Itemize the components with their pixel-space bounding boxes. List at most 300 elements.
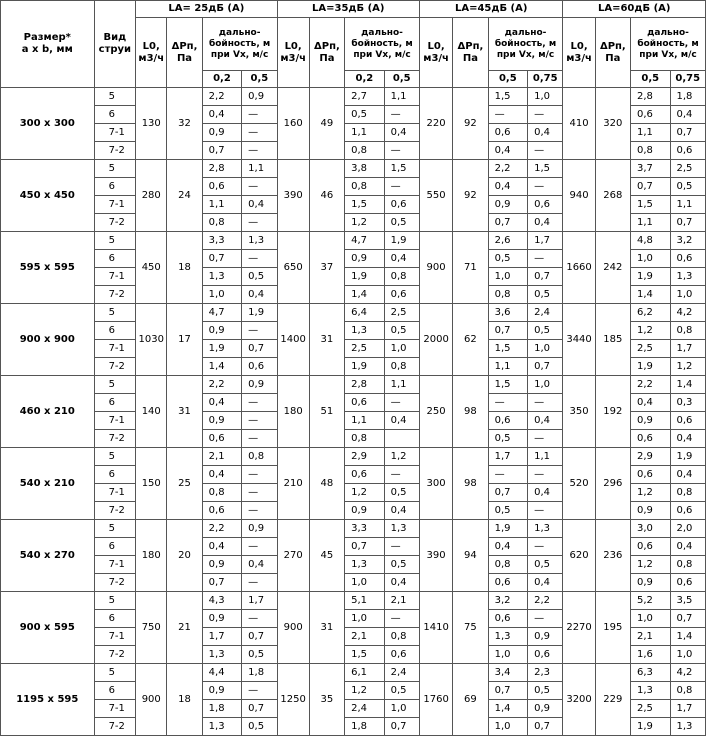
throw-range-cell: 1,0 bbox=[202, 286, 242, 304]
header-text-line: при Vx, м/с bbox=[210, 49, 269, 60]
airflow-cell: 2000 bbox=[419, 304, 452, 376]
throw-range-cell: 1,3 bbox=[631, 682, 671, 700]
throw-range-cell: 0,5 bbox=[384, 484, 419, 502]
throw-range-cell: — bbox=[242, 502, 277, 520]
throw-range-cell: 2,4 bbox=[345, 700, 385, 718]
throw-range-cell: 2,2 bbox=[202, 376, 242, 394]
airflow-cell: 1660 bbox=[563, 232, 595, 304]
throw-range-cell: 1,2 bbox=[345, 484, 385, 502]
throw-range-cell: 0,4 bbox=[202, 106, 242, 124]
throw-range-cell: 0,8 bbox=[384, 628, 419, 646]
throw-range-cell: 2,1 bbox=[345, 628, 385, 646]
velocity-header: 0,5 bbox=[384, 71, 419, 88]
throw-range-cell: — bbox=[242, 466, 277, 484]
pressure-drop-header bbox=[167, 18, 202, 88]
throw-range-cell: 6,3 bbox=[631, 664, 671, 682]
throw-range-cell: 6,4 bbox=[345, 304, 385, 322]
throw-range-cell: 0,9 bbox=[631, 412, 671, 430]
noise-level-header: LA=35дБ (A) bbox=[277, 1, 419, 18]
throw-range-cell: 1,1 bbox=[670, 196, 705, 214]
throw-range-cell: 0,5 bbox=[528, 556, 563, 574]
table-row bbox=[1, 592, 706, 610]
throw-range-cell: 1,6 bbox=[631, 646, 671, 664]
throw-range-cell: 0,6 bbox=[488, 124, 528, 142]
airflow-cell: 180 bbox=[277, 376, 309, 448]
header-text-line: Па bbox=[319, 52, 335, 64]
header-text-line: м3/ч bbox=[138, 52, 165, 64]
throw-range-cell: 0,9 bbox=[202, 322, 242, 340]
throw-range-cell: 3,8 bbox=[345, 160, 385, 178]
throw-range-cell: 0,5 bbox=[528, 286, 563, 304]
jet-type-cell: 7-1 bbox=[94, 412, 136, 430]
throw-range-cell: 0,6 bbox=[670, 574, 705, 592]
throw-range-cell: 1,3 bbox=[202, 268, 242, 286]
pressure-drop-cell: 51 bbox=[309, 376, 344, 448]
throw-range-cell: 1,4 bbox=[631, 286, 671, 304]
throw-range-cell: 0,4 bbox=[528, 484, 563, 502]
throw-range-cell: 0,5 bbox=[488, 430, 528, 448]
throw-range-cell: — bbox=[242, 538, 277, 556]
pressure-drop-cell: 69 bbox=[453, 664, 488, 736]
throw-range-cell: 0,6 bbox=[202, 502, 242, 520]
throw-range-cell: 0,4 bbox=[202, 466, 242, 484]
throw-range-cell: — bbox=[384, 178, 419, 196]
throw-range-cell: 1,9 bbox=[345, 268, 385, 286]
throw-range-cell: 1,3 bbox=[384, 520, 419, 538]
pressure-drop-cell: 236 bbox=[595, 520, 630, 592]
throw-range-cell: 3,0 bbox=[631, 520, 671, 538]
throw-range-cell: 0,7 bbox=[202, 142, 242, 160]
airflow-cell: 900 bbox=[277, 592, 309, 664]
header-text-line: ΔPп, bbox=[171, 40, 198, 52]
throw-range-cell: 0,7 bbox=[384, 718, 419, 736]
throw-range-cell: 1,0 bbox=[384, 700, 419, 718]
throw-range-cell: 0,5 bbox=[384, 556, 419, 574]
throw-range-cell: 0,5 bbox=[528, 682, 563, 700]
throw-range-cell: 1,9 bbox=[670, 448, 705, 466]
airflow-cell: 450 bbox=[136, 232, 167, 304]
throw-range-cell: 0,5 bbox=[670, 178, 705, 196]
throw-range-cell: 5,1 bbox=[345, 592, 385, 610]
throw-range-cell: 1,7 bbox=[242, 592, 277, 610]
velocity-header: 0,75 bbox=[528, 71, 563, 88]
throw-range-cell: 0,4 bbox=[384, 250, 419, 268]
throw-range-cell: 0,5 bbox=[488, 250, 528, 268]
table-row bbox=[1, 160, 706, 178]
throw-range-cell: 2,5 bbox=[631, 340, 671, 358]
throw-range-cell: — bbox=[242, 250, 277, 268]
throw-range-cell: — bbox=[242, 430, 277, 448]
throw-range-cell: — bbox=[528, 106, 563, 124]
throw-range-cell: 6,2 bbox=[631, 304, 671, 322]
velocity-header: 0,5 bbox=[631, 71, 671, 88]
throw-range-cell: 1,0 bbox=[670, 286, 705, 304]
throw-range-cell: 1,3 bbox=[528, 520, 563, 538]
throw-range-cell: 0,8 bbox=[242, 448, 277, 466]
size-cell: 460 x 210 bbox=[1, 376, 95, 448]
throw-range-cell: 0,4 bbox=[670, 466, 705, 484]
throw-range-cell: 1,9 bbox=[242, 304, 277, 322]
airflow-cell: 280 bbox=[136, 160, 167, 232]
throw-range-cell: 0,6 bbox=[670, 142, 705, 160]
throw-range-cell: 0,6 bbox=[202, 178, 242, 196]
throw-range-cell: 0,8 bbox=[670, 556, 705, 574]
airflow-header bbox=[136, 18, 167, 88]
throw-range-cell: 0,4 bbox=[242, 286, 277, 304]
throw-range-cell: 0,9 bbox=[202, 610, 242, 628]
jet-type-cell: 7-2 bbox=[94, 502, 136, 520]
header-text-line: Вид bbox=[103, 32, 127, 43]
pressure-drop-cell: 92 bbox=[453, 88, 488, 160]
pressure-drop-cell: 185 bbox=[595, 304, 630, 376]
throw-range-cell: 0,6 bbox=[528, 196, 563, 214]
throw-range-cell: 1,2 bbox=[631, 556, 671, 574]
header-text-line: дально- bbox=[218, 27, 261, 38]
airflow-header bbox=[563, 18, 595, 88]
pressure-drop-cell: 242 bbox=[595, 232, 630, 304]
pressure-drop-cell: 49 bbox=[309, 88, 344, 160]
throw-range-cell: 0,5 bbox=[345, 106, 385, 124]
throw-range-cell: 0,9 bbox=[631, 502, 671, 520]
airflow-cell: 410 bbox=[563, 88, 595, 160]
throw-range-cell: 1,4 bbox=[488, 700, 528, 718]
throw-range-cell: — bbox=[242, 682, 277, 700]
throw-range-cell: 0,4 bbox=[384, 502, 419, 520]
throw-range-cell: 1,0 bbox=[631, 250, 671, 268]
throw-range-cell: 0,8 bbox=[631, 142, 671, 160]
jet-type-cell: 6 bbox=[94, 178, 136, 196]
header-text-line: при Vx, м/с bbox=[639, 49, 697, 60]
size-cell: 900 x 595 bbox=[1, 592, 95, 664]
throw-range-cell: 0,7 bbox=[631, 178, 671, 196]
size-cell: 1195 x 595 bbox=[1, 664, 95, 736]
throw-range-cell: 2,8 bbox=[631, 88, 671, 106]
pressure-drop-cell: 31 bbox=[309, 304, 344, 376]
jet-type-cell: 7-1 bbox=[94, 700, 136, 718]
throw-range-cell: 0,6 bbox=[345, 394, 385, 412]
jet-type-cell: 5 bbox=[94, 448, 136, 466]
throw-range-cell: 2,7 bbox=[345, 88, 385, 106]
jet-type-cell: 7-1 bbox=[94, 268, 136, 286]
jet-type-cell: 5 bbox=[94, 376, 136, 394]
throw-range-cell: 4,8 bbox=[631, 232, 671, 250]
throw-range-cell: 0,8 bbox=[384, 268, 419, 286]
throw-range-cell: 1,0 bbox=[670, 646, 705, 664]
airflow-cell: 350 bbox=[563, 376, 595, 448]
throw-range-cell: 1,0 bbox=[345, 610, 385, 628]
jet-type-cell: 5 bbox=[94, 88, 136, 106]
throw-range-cell: 1,1 bbox=[631, 214, 671, 232]
throw-range-cell: 1,1 bbox=[384, 376, 419, 394]
throw-range-cell: — bbox=[242, 124, 277, 142]
throw-range-cell: 0,6 bbox=[631, 466, 671, 484]
throw-range-cell: 2,2 bbox=[528, 592, 563, 610]
throw-range-cell: 0,6 bbox=[670, 502, 705, 520]
throw-range-cell: — bbox=[242, 106, 277, 124]
table-row bbox=[1, 304, 706, 322]
throw-range-cell: 0,6 bbox=[631, 538, 671, 556]
header-text-line: при Vx, м/с bbox=[353, 49, 411, 60]
throw-range-cell: 0,6 bbox=[488, 610, 528, 628]
throw-range-cell: 0,6 bbox=[631, 106, 671, 124]
jet-type-cell: 6 bbox=[94, 106, 136, 124]
throw-range-cell: 0,4 bbox=[384, 574, 419, 592]
airflow-cell: 270 bbox=[277, 520, 309, 592]
throw-range-cell: 0,9 bbox=[202, 124, 242, 142]
throw-range-cell: 0,4 bbox=[488, 178, 528, 196]
throw-range-cell: 0,7 bbox=[202, 250, 242, 268]
throw-range-cell: 0,4 bbox=[528, 214, 563, 232]
throw-range-cell bbox=[384, 430, 419, 448]
throw-range-cell: 4,7 bbox=[345, 232, 385, 250]
throw-range-cell: 1,5 bbox=[488, 340, 528, 358]
header-text-line: м3/ч bbox=[423, 52, 449, 64]
jet-type-cell: 7-1 bbox=[94, 556, 136, 574]
throw-range-cell: — bbox=[384, 466, 419, 484]
throw-range-cell: 0,7 bbox=[670, 214, 705, 232]
throw-range-cell: 1,3 bbox=[202, 718, 242, 736]
throw-range-cell: 2,2 bbox=[488, 160, 528, 178]
throw-range-cell: 0,4 bbox=[528, 574, 563, 592]
throw-range-cell: 2,1 bbox=[202, 448, 242, 466]
throw-range-cell: 1,9 bbox=[488, 520, 528, 538]
throw-range-cell: 0,4 bbox=[670, 106, 705, 124]
header-text-line: Па bbox=[605, 52, 621, 64]
throw-range-cell: 0,8 bbox=[670, 322, 705, 340]
throw-range-cell: — bbox=[242, 142, 277, 160]
throw-range-cell: — bbox=[384, 610, 419, 628]
pressure-drop-cell: 296 bbox=[595, 448, 630, 520]
throw-range-cell: 0,7 bbox=[670, 610, 705, 628]
jet-type-cell: 6 bbox=[94, 682, 136, 700]
throw-range-cell: 1,0 bbox=[488, 268, 528, 286]
noise-level-header: LA=45дБ (A) bbox=[419, 1, 562, 18]
throw-range-cell: 1,7 bbox=[488, 448, 528, 466]
throw-range-cell: 1,9 bbox=[202, 340, 242, 358]
jet-type-cell: 5 bbox=[94, 520, 136, 538]
throw-range-cell: 1,3 bbox=[488, 628, 528, 646]
throw-range-cell: 0,5 bbox=[384, 682, 419, 700]
throw-range-cell: 2,5 bbox=[631, 700, 671, 718]
airflow-cell: 180 bbox=[136, 520, 167, 592]
throw-range-cell: 1,0 bbox=[488, 646, 528, 664]
throw-range-cell: 0,4 bbox=[528, 412, 563, 430]
throw-range-cell: — bbox=[242, 574, 277, 592]
velocity-header: 0,2 bbox=[345, 71, 385, 88]
throw-range-cell: 0,5 bbox=[242, 718, 277, 736]
throw-range-cell: 2,1 bbox=[384, 592, 419, 610]
throw-range-cell: 0,8 bbox=[384, 358, 419, 376]
throw-range-cell: 0,3 bbox=[670, 394, 705, 412]
throw-range-cell: 0,8 bbox=[345, 430, 385, 448]
pressure-drop-cell: 75 bbox=[453, 592, 488, 664]
pressure-drop-cell: 35 bbox=[309, 664, 344, 736]
throw-range-cell: 0,7 bbox=[488, 682, 528, 700]
throw-range-cell: 1,1 bbox=[345, 124, 385, 142]
pressure-drop-cell: 21 bbox=[167, 592, 202, 664]
throw-range-cell: 3,5 bbox=[670, 592, 705, 610]
table-row bbox=[1, 664, 706, 682]
throw-range-cell: 0,5 bbox=[384, 322, 419, 340]
airflow-cell: 1400 bbox=[277, 304, 309, 376]
header-text-line: L0, bbox=[142, 40, 160, 52]
throw-range-cell: 3,3 bbox=[345, 520, 385, 538]
throw-range-cell: 1,7 bbox=[670, 340, 705, 358]
throw-range-cell: 0,7 bbox=[242, 700, 277, 718]
throw-range-cell: 1,9 bbox=[631, 718, 671, 736]
throw-range-cell: 1,2 bbox=[631, 484, 671, 502]
throw-range-cell: 2,8 bbox=[345, 376, 385, 394]
header-text-line: L0, bbox=[427, 40, 445, 52]
throw-range-header bbox=[345, 18, 420, 71]
throw-range-cell: — bbox=[384, 106, 419, 124]
throw-range-cell: 0,7 bbox=[488, 322, 528, 340]
throw-range-cell: 0,8 bbox=[488, 286, 528, 304]
throw-range-cell: 1,4 bbox=[202, 358, 242, 376]
throw-range-cell: 0,9 bbox=[345, 502, 385, 520]
jet-type-cell: 6 bbox=[94, 394, 136, 412]
size-cell: 450 x 450 bbox=[1, 160, 95, 232]
throw-range-cell: 0,4 bbox=[384, 412, 419, 430]
throw-range-cell: 0,7 bbox=[202, 574, 242, 592]
throw-range-cell: 1,1 bbox=[631, 124, 671, 142]
throw-range-cell: 0,4 bbox=[384, 124, 419, 142]
throw-range-cell: 2,4 bbox=[384, 664, 419, 682]
throw-range-cell: 0,9 bbox=[202, 556, 242, 574]
pressure-drop-cell: 268 bbox=[595, 160, 630, 232]
pressure-drop-cell: 20 bbox=[167, 520, 202, 592]
throw-range-cell: — bbox=[528, 178, 563, 196]
airflow-cell: 750 bbox=[136, 592, 167, 664]
jet-type-cell: 7-1 bbox=[94, 340, 136, 358]
throw-range-cell: — bbox=[528, 250, 563, 268]
pressure-drop-cell: 32 bbox=[167, 88, 202, 160]
throw-range-cell: 0,4 bbox=[670, 430, 705, 448]
throw-range-cell: 0,6 bbox=[242, 358, 277, 376]
throw-range-cell: 1,4 bbox=[345, 286, 385, 304]
throw-range-cell: 0,6 bbox=[670, 412, 705, 430]
header-text-line: струи bbox=[98, 44, 132, 55]
size-cell: 300 x 300 bbox=[1, 88, 95, 160]
velocity-header: 0,5 bbox=[488, 71, 528, 88]
throw-range-cell: 1,4 bbox=[670, 628, 705, 646]
size-header bbox=[1, 1, 95, 88]
table-row bbox=[1, 88, 706, 106]
throw-range-cell: — bbox=[242, 610, 277, 628]
airflow-cell: 160 bbox=[277, 88, 309, 160]
header-text-line: м3/ч bbox=[280, 52, 306, 64]
throw-range-cell: 1,7 bbox=[670, 700, 705, 718]
table-row bbox=[1, 448, 706, 466]
throw-range-cell: 2,9 bbox=[345, 448, 385, 466]
throw-range-cell: 1,2 bbox=[345, 214, 385, 232]
throw-range-cell: — bbox=[528, 610, 563, 628]
airflow-cell: 550 bbox=[419, 160, 452, 232]
jet-type-cell: 7-2 bbox=[94, 358, 136, 376]
throw-range-cell: 2,6 bbox=[488, 232, 528, 250]
velocity-header: 0,2 bbox=[202, 71, 242, 88]
throw-range-cell: 4,7 bbox=[202, 304, 242, 322]
throw-range-cell: 3,2 bbox=[670, 232, 705, 250]
throw-range-cell: — bbox=[488, 106, 528, 124]
throw-range-cell: 0,6 bbox=[384, 286, 419, 304]
throw-range-cell: 2,4 bbox=[528, 304, 563, 322]
throw-range-cell: 1,5 bbox=[528, 160, 563, 178]
jet-type-cell: 6 bbox=[94, 538, 136, 556]
throw-range-cell: 0,6 bbox=[670, 250, 705, 268]
jet-type-cell: 5 bbox=[94, 664, 136, 682]
header-text-line: дально- bbox=[361, 27, 403, 38]
throw-range-cell: 0,4 bbox=[488, 538, 528, 556]
airflow-cell: 220 bbox=[419, 88, 452, 160]
throw-range-cell: 0,9 bbox=[242, 88, 277, 106]
pressure-drop-cell: 229 bbox=[595, 664, 630, 736]
throw-range-cell: — bbox=[384, 394, 419, 412]
throw-range-cell: 3,7 bbox=[631, 160, 671, 178]
throw-range-cell: 1,8 bbox=[670, 88, 705, 106]
throw-range-cell: 1,0 bbox=[528, 376, 563, 394]
header-text-line: ΔPп, bbox=[599, 40, 626, 52]
throw-range-cell: 3,2 bbox=[488, 592, 528, 610]
throw-range-cell: 0,6 bbox=[384, 196, 419, 214]
throw-range-cell: 0,6 bbox=[202, 430, 242, 448]
airflow-header bbox=[277, 18, 309, 88]
pressure-drop-header bbox=[595, 18, 630, 88]
throw-range-cell: 4,2 bbox=[670, 304, 705, 322]
throw-range-cell: 2,8 bbox=[202, 160, 242, 178]
throw-range-cell: 0,7 bbox=[242, 340, 277, 358]
header-text-line: бойность, м bbox=[637, 38, 699, 49]
jet-type-cell: 7-2 bbox=[94, 646, 136, 664]
throw-range-cell: 0,9 bbox=[631, 574, 671, 592]
throw-range-cell: 1,2 bbox=[670, 358, 705, 376]
noise-level-header: LA=60дБ (A) bbox=[563, 1, 706, 18]
size-cell: 540 x 270 bbox=[1, 520, 95, 592]
airflow-cell: 150 bbox=[136, 448, 167, 520]
throw-range-cell: 0,9 bbox=[242, 376, 277, 394]
airflow-cell: 900 bbox=[419, 232, 452, 304]
jet-type-cell: 6 bbox=[94, 250, 136, 268]
size-cell: 900 x 900 bbox=[1, 304, 95, 376]
pressure-drop-cell: 94 bbox=[453, 520, 488, 592]
throw-range-cell: 0,4 bbox=[488, 142, 528, 160]
throw-range-cell: 1,0 bbox=[384, 340, 419, 358]
header-text-line: при Vx, м/с bbox=[496, 49, 555, 60]
throw-range-cell: 2,5 bbox=[384, 304, 419, 322]
jet-type-cell: 6 bbox=[94, 322, 136, 340]
airflow-cell: 2270 bbox=[563, 592, 595, 664]
header-text-line: бойность, м bbox=[351, 38, 413, 49]
airflow-cell: 250 bbox=[419, 376, 452, 448]
airflow-cell: 940 bbox=[563, 160, 595, 232]
airflow-cell: 210 bbox=[277, 448, 309, 520]
throw-range-cell: 0,4 bbox=[202, 394, 242, 412]
throw-range-cell: 1,0 bbox=[631, 610, 671, 628]
throw-range-cell: 0,8 bbox=[345, 178, 385, 196]
pressure-drop-cell: 71 bbox=[453, 232, 488, 304]
throw-range-cell: 1,0 bbox=[528, 88, 563, 106]
throw-range-cell: 1,5 bbox=[345, 196, 385, 214]
throw-range-cell: 1,3 bbox=[670, 718, 705, 736]
velocity-header: 0,75 bbox=[670, 71, 705, 88]
throw-range-cell: 0,5 bbox=[242, 646, 277, 664]
jet-type-cell: 5 bbox=[94, 160, 136, 178]
throw-range-cell: 2,3 bbox=[528, 664, 563, 682]
jet-type-cell: 7-2 bbox=[94, 574, 136, 592]
throw-range-cell: 1,1 bbox=[384, 88, 419, 106]
throw-range-cell: 0,6 bbox=[488, 412, 528, 430]
throw-range-cell: 0,6 bbox=[488, 574, 528, 592]
